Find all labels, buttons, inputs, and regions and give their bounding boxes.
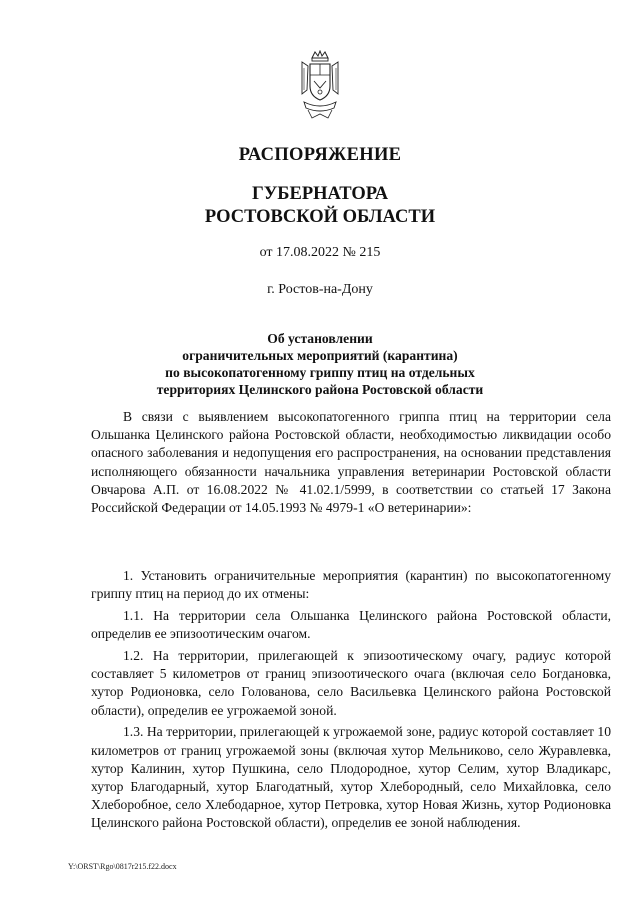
order-item: 1.2. На территории, прилегающей к эпизоотическому очагу, радиус которой составляет 5 километров от границ эпизоотического очага (включая село Богдановка, хутор Родионовка, село Голованова, село Васильевка Целинского района Ростовской области), определив ее угрожаемой зоной. <box>91 648 611 718</box>
coat-of-arms-icon <box>298 50 342 120</box>
subject-line: территориях Целинского района Ростовской области <box>156 382 484 397</box>
order-items <box>91 567 611 836</box>
order-item: 1.3. На территории, прилегающей к угрожаемой зоне, радиус которой составляет 10 километров от границ угрожаемой зоны (включая хутор Мельниково, село Журавлевка, хутор Калинин, хутор Пушкина, село Плодородное, хутор Селим, хутор Владикарс, хутор Благодарный, хутор Благодатный, хутор Хлебородный, село Михайловка, село Хлеборобное, село Хлебодарное, хутор Петровка, хутор Новая Жизнь, хутор Родионовка Целинского района Ростовской области), определив ее зоной наблюдения. <box>91 724 611 831</box>
subject-line: по высокопатогенному гриппу птиц на отдельных <box>165 365 475 380</box>
subject-line: ограничительных мероприятий (карантина) <box>182 348 458 363</box>
intro-paragraph: В связи с выявлением высокопатогенного гриппа птиц на территории села Ольшанка Целинского района Ростовской области, необходимостью ликвидации особо опасного заболевания и недопущения его распространения, на основании представления исполняющего обязанности начальника управления ветеринарии Ростовской области Овчарова А.П. от 16.08.2022 № 41.02.1/5999, в соответствии со статьей 17 Закона Российской Федерации от 14.05.1993 № 4979-1 «О ветеринарии»: <box>91 409 611 516</box>
document-city: г. Ростов-на-Дону <box>267 282 373 297</box>
document-date-number: от 17.08.2022 № 215 <box>259 245 381 260</box>
subject-line: Об установлении <box>267 331 373 346</box>
document-title: РАСПОРЯЖЕНИЕ <box>238 145 402 165</box>
order-item: 1.1. На территории села Ольшанка Целинского района Ростовской области, определив ее эпизоотическим очагом. <box>91 608 611 642</box>
intro-section <box>91 408 611 517</box>
document-subject <box>90 330 550 398</box>
authority-line-2: РОСТОВСКОЙ ОБЛАСТИ <box>204 207 436 227</box>
order-item: 1. Установить ограничительные мероприятия (карантин) по высокопатогенному гриппу птиц на период до их отмены: <box>91 568 611 602</box>
authority-line-1: ГУБЕРНАТОРА <box>251 184 389 204</box>
file-path-footer: Y:\ORST\Rgo\0817r215.f22.docx <box>68 862 177 871</box>
